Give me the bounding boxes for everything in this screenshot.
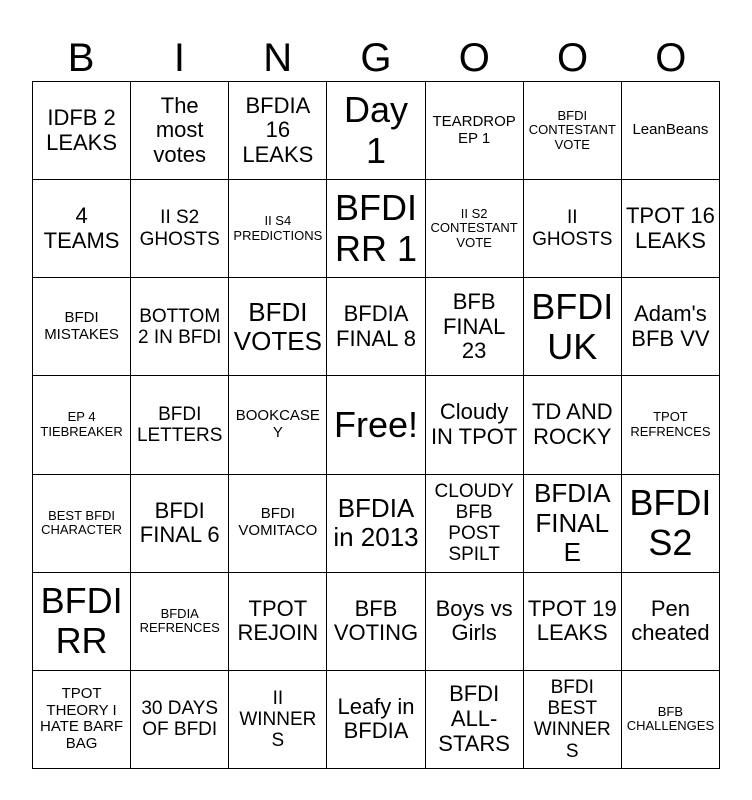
bingo-cell: BFDI VOMITACO [229, 474, 327, 572]
bingo-cell: BFB VOTING [327, 572, 425, 670]
bingo-cell: 30 DAYS OF BFDI [131, 670, 229, 768]
bingo-cell: BFB CHALLENGES [621, 670, 719, 768]
bingo-cell: II S2 GHOSTS [131, 180, 229, 278]
header-letter-5: O [458, 36, 490, 80]
bingo-cell: BFDI ALL-STARS [425, 670, 523, 768]
bingo-cell: Boys vs Girls [425, 572, 523, 670]
bingo-cell: Pen cheated [621, 572, 719, 670]
bingo-cell: BFDIA FINALE [523, 474, 621, 572]
header-letter-6: O [556, 36, 589, 80]
bingo-cell: BOTTOM 2 IN BFDI [131, 278, 229, 376]
bingo-cell: BFDI VOTES [229, 278, 327, 376]
bingo-cell: BFDI LETTERS [131, 376, 229, 474]
header-letter-1: B [67, 36, 95, 80]
board-row [33, 82, 720, 180]
bingo-cell: BFDIA in 2013 [327, 474, 425, 572]
bingo-cell: BFB FINAL 23 [425, 278, 523, 376]
board-row [33, 572, 720, 670]
bingo-cell: TEARDROP EP 1 [425, 82, 523, 180]
board-row [33, 670, 720, 768]
bingo-cell: II GHOSTS [523, 180, 621, 278]
bingo-board [32, 81, 720, 769]
header-letter-3: N [263, 36, 293, 80]
bingo-cell: TPOT REFRENCES [621, 376, 719, 474]
header-letter-2: I [173, 36, 185, 80]
bingo-cell: Cloudy IN TPOT [425, 376, 523, 474]
bingo-cell: BFDI S2 [621, 474, 719, 572]
board-row [33, 278, 720, 376]
bingo-cell: BFDI FINAL 6 [131, 474, 229, 572]
header-letter-7: O [655, 36, 687, 80]
bingo-cell: BEST BFDI CHARACTER [33, 474, 131, 572]
bingo-cell: The most votes [131, 82, 229, 180]
bingo-cell: Leafy in BFDIA [327, 670, 425, 768]
board-row [33, 180, 720, 278]
bingo-cell: 4 TEAMS [33, 180, 131, 278]
bingo-cell: IDFB 2 LEAKS [33, 82, 131, 180]
bingo-cell: BFDI UK [523, 278, 621, 376]
bingo-cell: BFDI BEST WINNERS [523, 670, 621, 768]
bingo-cell: CLOUDY BFB POST SPILT [425, 474, 523, 572]
bingo-cell: BFDIA FINAL 8 [327, 278, 425, 376]
bingo-cell: Free! [327, 376, 425, 474]
bingo-cell: Day 1 [327, 82, 425, 180]
bingo-cell: TD AND ROCKY [523, 376, 621, 474]
bingo-cell: BOOKCASEY [229, 376, 327, 474]
board-row [33, 474, 720, 572]
bingo-cell: TPOT THEORY I HATE BARF BAG [33, 670, 131, 768]
bingo-cell: II WINNERS [229, 670, 327, 768]
bingo-header [32, 34, 720, 82]
bingo-cell: BFDIA REFRENCES [131, 572, 229, 670]
bingo-cell: BFDI RR [33, 572, 131, 670]
bingo-cell: TPOT 16 LEAKS [621, 180, 719, 278]
bingo-cell: BFDI MISTAKES [33, 278, 131, 376]
bingo-cell: II S2 CONTESTANT VOTE [425, 180, 523, 278]
bingo-cell: TPOT REJOIN [229, 572, 327, 670]
bingo-cell: EP 4 TIEBREAKER [33, 376, 131, 474]
bingo-cell: BFDI CONTESTANT VOTE [523, 82, 621, 180]
bingo-cell: BFDIA 16 LEAKS [229, 82, 327, 180]
bingo-cell: Adam's BFB VV [621, 278, 719, 376]
bingo-cell: II S4 PREDICTIONS [229, 180, 327, 278]
bingo-cell: TPOT 19 LEAKS [523, 572, 621, 670]
bingo-cell: LeanBeans [621, 82, 719, 180]
header-letter-4: G [360, 36, 392, 80]
bingo-cell: BFDI RR 1 [327, 180, 425, 278]
board-row [33, 376, 720, 474]
